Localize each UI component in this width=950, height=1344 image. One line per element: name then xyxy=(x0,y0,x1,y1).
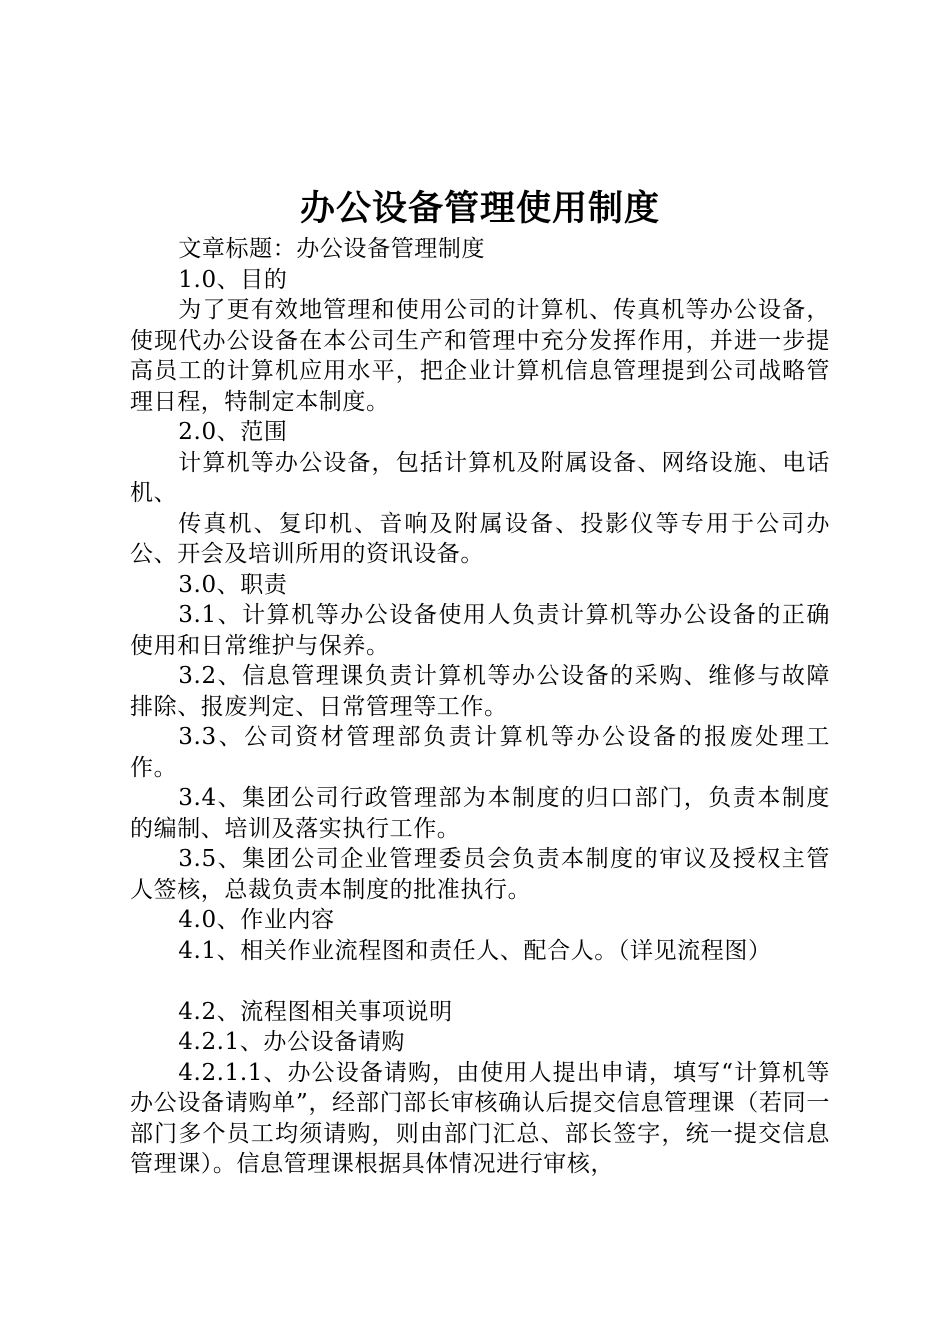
scope-paragraph-1: 计算机等办公设备，包括计算机及附属设备、网络设施、电话机、 xyxy=(130,449,830,506)
scope-paragraph-2: 传真机、复印机、音响及附属设备、投影仪等专用于公司办公、开会及培训所用的资讯设备。 xyxy=(130,510,830,567)
section-heading-operations: 4.0、作业内容 xyxy=(178,907,335,933)
section-heading-responsibilities: 3.0、职责 xyxy=(178,571,288,598)
operations-4-1: 4.1、相关作业流程图和责任人、配合人。（详见流程图） xyxy=(178,937,772,964)
section-heading-purpose: 1.0、目的 xyxy=(178,266,288,293)
responsibility-3-3: 3.3、公司资材管理部负责计算机等办公设备的报废处理工作。 xyxy=(130,724,830,781)
document-body xyxy=(130,234,830,1180)
responsibility-3-2: 3.2、信息管理课负责计算机等办公设备的采购、维修与故障排除、报废判定、日常管理等工作。 xyxy=(130,663,830,720)
operations-4-2-1-1: 4.2.1.1、办公设备请购，由使用人提出申请，填写“计算机等办公设备请购单”，经部门部长审核确认后提交信息管理课（若同一部门多个员工均须请购，则由部门汇总、部长签字，统一提交信息管理课）。信息管理课根据具体情况进行审核， xyxy=(130,1059,830,1177)
operations-4-2: 4.2、流程图相关事项说明 xyxy=(178,998,453,1025)
responsibility-3-4: 3.4、集团公司行政管理部为本制度的归口部门，负责本制度的编制、培训及落实执行工作。 xyxy=(130,785,830,842)
responsibility-3-5: 3.5、集团公司企业管理委员会负责本制度的审议及授权主管人签核，总裁负责本制度的批准执行。 xyxy=(130,846,830,903)
article-title-line: 文章标题：办公设备管理制度 xyxy=(178,236,486,262)
section-heading-scope: 2.0、范围 xyxy=(178,419,288,445)
operations-4-2-1: 4.2.1、办公设备请购 xyxy=(178,1029,406,1055)
responsibility-3-1: 3.1、计算机等办公设备使用人负责计算机等办公设备的正确使用和日常维护与保养。 xyxy=(130,602,830,659)
document-title: 办公设备管理使用制度 xyxy=(299,189,660,229)
blank-line xyxy=(130,966,830,997)
purpose-paragraph: 为了更有效地管理和使用公司的计算机、传真机等办公设备，使现代办公设备在本公司生产和管理中充分发挥作用，并进一步提高员工的计算机应用水平，把企业计算机信息管理提到公司战略管理日程，特制定本制度。 xyxy=(130,297,830,415)
